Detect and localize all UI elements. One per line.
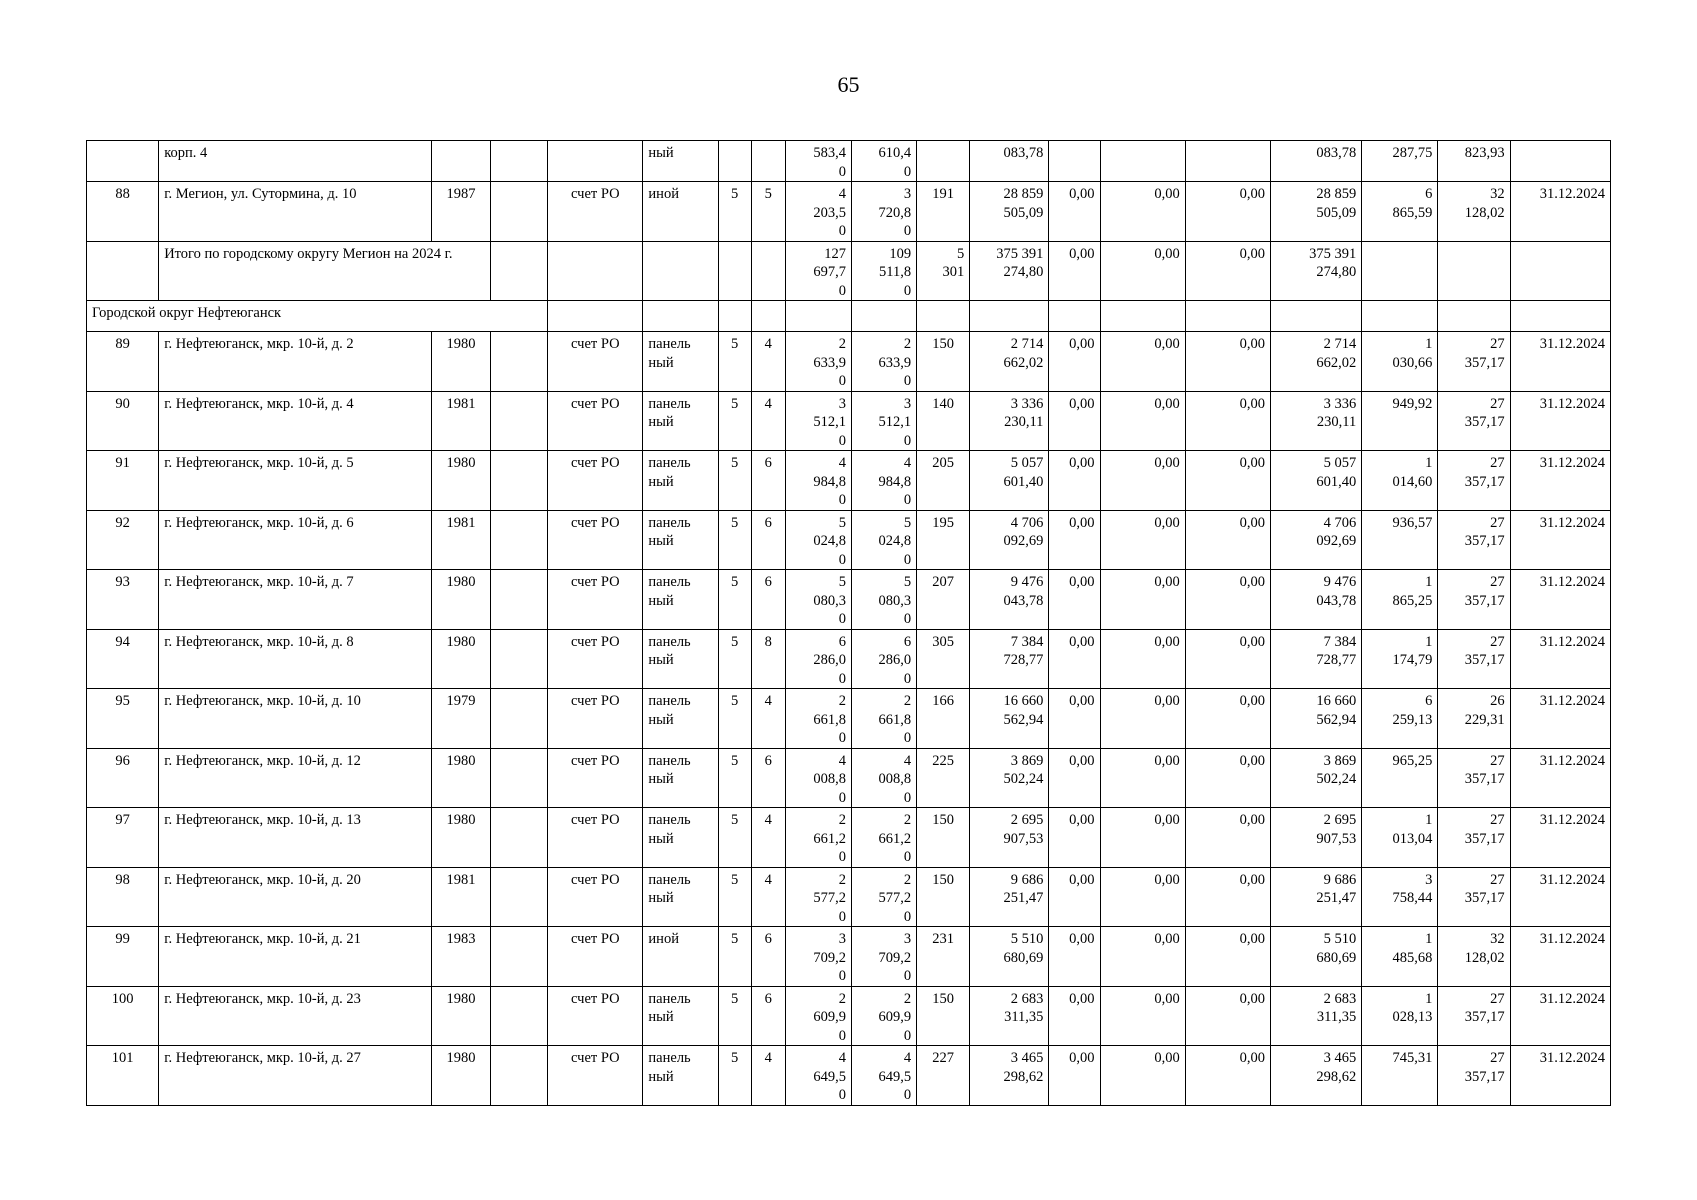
cost-fund-cell: 9 476 043,78 xyxy=(1270,570,1361,630)
area-total-cell: 3 512,1 0 xyxy=(785,391,851,451)
material-cell: панель ный xyxy=(643,629,718,689)
federal-cell: 0,00 xyxy=(1049,241,1100,301)
cost-total-cell: 16 660 562,94 xyxy=(970,689,1049,749)
table-row xyxy=(87,927,1611,987)
date-cell: 31.12.2024 xyxy=(1510,182,1610,242)
regional-cell: 0,00 xyxy=(1100,182,1185,242)
unit-cost-cell: 1 028,13 xyxy=(1362,986,1438,1046)
federal-cell: 0,00 xyxy=(1049,629,1100,689)
floors-cell: 5 xyxy=(718,332,751,392)
address-cell: г. Нефтеюганск, мкр. 10-й, д. 12 xyxy=(159,748,432,808)
area-living-cell: 3 512,1 0 xyxy=(851,391,916,451)
row-number-cell: 96 xyxy=(87,748,159,808)
federal-cell: 0,00 xyxy=(1049,570,1100,630)
municipal-cell: 0,00 xyxy=(1185,986,1270,1046)
area-living-cell: 3 720,8 0 xyxy=(851,182,916,242)
entrances-cell: 4 xyxy=(751,391,785,451)
year-cell: 1980 xyxy=(431,1046,490,1106)
material-cell: панель ный xyxy=(643,689,718,749)
date-cell: 31.12.2024 xyxy=(1510,570,1610,630)
section-title: Городской округ Нефтеюганск xyxy=(87,301,548,332)
area-living-cell: 4 008,8 0 xyxy=(851,748,916,808)
date-cell: 31.12.2024 xyxy=(1510,867,1610,927)
row-number-cell: 92 xyxy=(87,510,159,570)
regional-cell: 0,00 xyxy=(1100,1046,1185,1106)
unit-cost-cell: 1 013,04 xyxy=(1362,808,1438,868)
housing-register-table xyxy=(86,140,1611,1106)
continuation-row xyxy=(87,141,1611,182)
limit-cost-cell: 27 357,17 xyxy=(1438,629,1510,689)
floors-cell: 5 xyxy=(718,689,751,749)
federal-cell: 0,00 xyxy=(1049,182,1100,242)
area-living-cell: 4 984,8 0 xyxy=(851,451,916,511)
cost-fund-cell: 3 336 230,11 xyxy=(1270,391,1361,451)
unit-cost-cell: 1 174,79 xyxy=(1362,629,1438,689)
municipal-cell: 0,00 xyxy=(1185,927,1270,987)
floors-cell: 5 xyxy=(718,748,751,808)
date-cell: 31.12.2024 xyxy=(1510,451,1610,511)
fund-cell: счет РО xyxy=(548,867,643,927)
municipal-cell: 0,00 xyxy=(1185,629,1270,689)
cost-total-cell: 2 695 907,53 xyxy=(970,808,1049,868)
limit-cost-cell: 32 128,02 xyxy=(1438,927,1510,987)
area-total-cell: 2 661,2 0 xyxy=(785,808,851,868)
entrances-cell: 6 xyxy=(751,570,785,630)
section-row xyxy=(87,301,1611,332)
regional-cell: 0,00 xyxy=(1100,748,1185,808)
table-row xyxy=(87,391,1611,451)
row-number-cell: 100 xyxy=(87,986,159,1046)
residents-cell: 5 301 xyxy=(917,241,970,301)
residents-cell: 305 xyxy=(917,629,970,689)
year-cell: 1980 xyxy=(431,570,490,630)
limit-cost-cell: 27 357,17 xyxy=(1438,986,1510,1046)
limit-cost-cell: 27 357,17 xyxy=(1438,570,1510,630)
residents-cell: 150 xyxy=(917,986,970,1046)
year-cell: 1980 xyxy=(431,332,490,392)
fund-cell: счет РО xyxy=(548,629,643,689)
area-living-cell: 109 511,8 0 xyxy=(851,241,916,301)
cost-total-cell: 4 706 092,69 xyxy=(970,510,1049,570)
total-row xyxy=(87,241,1611,301)
federal-cell: 0,00 xyxy=(1049,1046,1100,1106)
year-cell: 1980 xyxy=(431,808,490,868)
material-cell: панель ный xyxy=(643,570,718,630)
material-cell: панель ный xyxy=(643,391,718,451)
municipal-cell: 0,00 xyxy=(1185,241,1270,301)
address-cell: корп. 4 xyxy=(159,141,432,182)
area-total-cell: 4 984,8 0 xyxy=(785,451,851,511)
cost-fund-cell: 5 510 680,69 xyxy=(1270,927,1361,987)
material-cell: панель ный xyxy=(643,332,718,392)
entrances-cell: 6 xyxy=(751,510,785,570)
unit-cost-cell: 949,92 xyxy=(1362,391,1438,451)
fund-cell: счет РО xyxy=(548,927,643,987)
cost-fund-cell: 28 859 505,09 xyxy=(1270,182,1361,242)
regional-cell: 0,00 xyxy=(1100,510,1185,570)
row-number-cell: 88 xyxy=(87,182,159,242)
residents-cell: 150 xyxy=(917,332,970,392)
area-total-cell: 3 709,2 0 xyxy=(785,927,851,987)
municipal-cell: 0,00 xyxy=(1185,570,1270,630)
cost-fund-cell: 7 384 728,77 xyxy=(1270,629,1361,689)
row-number-cell: 97 xyxy=(87,808,159,868)
address-cell: г. Нефтеюганск, мкр. 10-й, д. 2 xyxy=(159,332,432,392)
floors-cell: 5 xyxy=(718,927,751,987)
limit-cost-cell: 27 357,17 xyxy=(1438,1046,1510,1106)
address-cell: г. Нефтеюганск, мкр. 10-й, д. 6 xyxy=(159,510,432,570)
material-cell: панель ный xyxy=(643,986,718,1046)
limit-cost-cell: 27 357,17 xyxy=(1438,391,1510,451)
row-number-cell: 101 xyxy=(87,1046,159,1106)
entrances-cell: 4 xyxy=(751,808,785,868)
regional-cell: 0,00 xyxy=(1100,808,1185,868)
floors-cell: 5 xyxy=(718,808,751,868)
address-cell: г. Нефтеюганск, мкр. 10-й, д. 4 xyxy=(159,391,432,451)
year-cell: 1981 xyxy=(431,867,490,927)
year-cell: 1980 xyxy=(431,451,490,511)
table-row xyxy=(87,867,1611,927)
limit-cost-cell: 27 357,17 xyxy=(1438,332,1510,392)
regional-cell: 0,00 xyxy=(1100,629,1185,689)
fund-cell: счет РО xyxy=(548,451,643,511)
material-cell: иной xyxy=(643,927,718,987)
municipal-cell: 0,00 xyxy=(1185,808,1270,868)
federal-cell: 0,00 xyxy=(1049,391,1100,451)
residents-cell: 166 xyxy=(917,689,970,749)
table-row xyxy=(87,332,1611,392)
entrances-cell: 4 xyxy=(751,332,785,392)
total-label-cell: Итого по городскому округу Мегион на 2024 г. xyxy=(159,241,491,301)
table-row xyxy=(87,986,1611,1046)
year-cell: 1981 xyxy=(431,391,490,451)
area-living-cell: 2 661,2 0 xyxy=(851,808,916,868)
unit-cost-cell: 965,25 xyxy=(1362,748,1438,808)
table-row xyxy=(87,1046,1611,1106)
federal-cell: 0,00 xyxy=(1049,986,1100,1046)
cost-fund-cell: 2 714 662,02 xyxy=(1270,332,1361,392)
year-cell: 1981 xyxy=(431,510,490,570)
federal-cell: 0,00 xyxy=(1049,867,1100,927)
residents-cell: 150 xyxy=(917,867,970,927)
area-living-cell: 610,4 0 xyxy=(851,141,916,182)
floors-cell: 5 xyxy=(718,867,751,927)
date-cell: 31.12.2024 xyxy=(1510,808,1610,868)
area-total-cell: 127 697,7 0 xyxy=(785,241,851,301)
unit-cost-cell: 3 758,44 xyxy=(1362,867,1438,927)
cost-total-cell: 083,78 xyxy=(970,141,1049,182)
floors-cell: 5 xyxy=(718,451,751,511)
fund-cell: счет РО xyxy=(548,1046,643,1106)
address-cell: г. Нефтеюганск, мкр. 10-й, д. 23 xyxy=(159,986,432,1046)
material-cell: панель ный xyxy=(643,1046,718,1106)
cost-fund-cell: 4 706 092,69 xyxy=(1270,510,1361,570)
row-number-cell: 98 xyxy=(87,867,159,927)
row-number-cell: 91 xyxy=(87,451,159,511)
municipal-cell: 0,00 xyxy=(1185,332,1270,392)
table-row xyxy=(87,570,1611,630)
unit-cost-cell: 1 014,60 xyxy=(1362,451,1438,511)
fund-cell: счет РО xyxy=(548,689,643,749)
regional-cell: 0,00 xyxy=(1100,689,1185,749)
cost-fund-cell: 16 660 562,94 xyxy=(1270,689,1361,749)
limit-cost-cell: 27 357,17 xyxy=(1438,451,1510,511)
federal-cell: 0,00 xyxy=(1049,927,1100,987)
cost-fund-cell: 5 057 601,40 xyxy=(1270,451,1361,511)
limit-cost-cell: 32 128,02 xyxy=(1438,182,1510,242)
floors-cell: 5 xyxy=(718,629,751,689)
area-total-cell: 2 577,2 0 xyxy=(785,867,851,927)
year-cell: 1983 xyxy=(431,927,490,987)
row-number-cell: 93 xyxy=(87,570,159,630)
unit-cost-cell: 1 865,25 xyxy=(1362,570,1438,630)
cost-fund-cell: 375 391 274,80 xyxy=(1270,241,1361,301)
unit-cost-cell: 6 259,13 xyxy=(1362,689,1438,749)
area-total-cell: 4 008,8 0 xyxy=(785,748,851,808)
material-cell: панель ный xyxy=(643,808,718,868)
material-cell: панель ный xyxy=(643,510,718,570)
year-cell: 1980 xyxy=(431,986,490,1046)
unit-cost-cell: 936,57 xyxy=(1362,510,1438,570)
entrances-cell: 6 xyxy=(751,748,785,808)
address-cell: г. Мегион, ул. Сутормина, д. 10 xyxy=(159,182,432,242)
residents-cell: 227 xyxy=(917,1046,970,1106)
cost-total-cell: 28 859 505,09 xyxy=(970,182,1049,242)
material-cell: ный xyxy=(643,141,718,182)
regional-cell: 0,00 xyxy=(1100,391,1185,451)
address-cell: г. Нефтеюганск, мкр. 10-й, д. 13 xyxy=(159,808,432,868)
limit-cost-cell: 27 357,17 xyxy=(1438,510,1510,570)
row-number-cell: 99 xyxy=(87,927,159,987)
entrances-cell: 4 xyxy=(751,867,785,927)
date-cell: 31.12.2024 xyxy=(1510,927,1610,987)
area-total-cell: 6 286,0 0 xyxy=(785,629,851,689)
cost-total-cell: 9 476 043,78 xyxy=(970,570,1049,630)
date-cell: 31.12.2024 xyxy=(1510,391,1610,451)
municipal-cell: 0,00 xyxy=(1185,689,1270,749)
limit-cost-cell: 26 229,31 xyxy=(1438,689,1510,749)
entrances-cell: 6 xyxy=(751,451,785,511)
date-cell: 31.12.2024 xyxy=(1510,1046,1610,1106)
unit-cost-cell: 287,75 xyxy=(1362,141,1438,182)
area-living-cell: 2 577,2 0 xyxy=(851,867,916,927)
fund-cell: счет РО xyxy=(548,748,643,808)
federal-cell: 0,00 xyxy=(1049,808,1100,868)
limit-cost-cell: 823,93 xyxy=(1438,141,1510,182)
address-cell: г. Нефтеюганск, мкр. 10-й, д. 8 xyxy=(159,629,432,689)
cost-fund-cell: 3 465 298,62 xyxy=(1270,1046,1361,1106)
address-cell: г. Нефтеюганск, мкр. 10-й, д. 27 xyxy=(159,1046,432,1106)
cost-total-cell: 5 510 680,69 xyxy=(970,927,1049,987)
federal-cell: 0,00 xyxy=(1049,332,1100,392)
residents-cell: 207 xyxy=(917,570,970,630)
page-number: 65 xyxy=(837,72,860,97)
material-cell: панель ный xyxy=(643,748,718,808)
regional-cell: 0,00 xyxy=(1100,241,1185,301)
material-cell: панель ный xyxy=(643,451,718,511)
entrances-cell: 5 xyxy=(751,182,785,242)
fund-cell: счет РО xyxy=(548,391,643,451)
regional-cell: 0,00 xyxy=(1100,332,1185,392)
area-total-cell: 5 024,8 0 xyxy=(785,510,851,570)
year-cell: 1980 xyxy=(431,629,490,689)
municipal-cell: 0,00 xyxy=(1185,510,1270,570)
entrances-cell: 4 xyxy=(751,1046,785,1106)
cost-fund-cell: 9 686 251,47 xyxy=(1270,867,1361,927)
unit-cost-cell: 1 030,66 xyxy=(1362,332,1438,392)
limit-cost-cell: 27 357,17 xyxy=(1438,748,1510,808)
area-living-cell: 3 709,2 0 xyxy=(851,927,916,987)
residents-cell: 205 xyxy=(917,451,970,511)
fund-cell: счет РО xyxy=(548,182,643,242)
municipal-cell: 0,00 xyxy=(1185,391,1270,451)
area-living-cell: 6 286,0 0 xyxy=(851,629,916,689)
cost-fund-cell: 2 683 311,35 xyxy=(1270,986,1361,1046)
table-row xyxy=(87,748,1611,808)
table-row xyxy=(87,182,1611,242)
date-cell: 31.12.2024 xyxy=(1510,332,1610,392)
date-cell: 31.12.2024 xyxy=(1510,689,1610,749)
area-total-cell: 4 649,5 0 xyxy=(785,1046,851,1106)
area-total-cell: 4 203,5 0 xyxy=(785,182,851,242)
floors-cell: 5 xyxy=(718,391,751,451)
regional-cell: 0,00 xyxy=(1100,867,1185,927)
area-total-cell: 5 080,3 0 xyxy=(785,570,851,630)
limit-cost-cell: 27 357,17 xyxy=(1438,867,1510,927)
fund-cell: счет РО xyxy=(548,510,643,570)
address-cell: г. Нефтеюганск, мкр. 10-й, д. 21 xyxy=(159,927,432,987)
table-row xyxy=(87,451,1611,511)
area-living-cell: 2 609,9 0 xyxy=(851,986,916,1046)
municipal-cell: 0,00 xyxy=(1185,182,1270,242)
cost-fund-cell: 3 869 502,24 xyxy=(1270,748,1361,808)
date-cell: 31.12.2024 xyxy=(1510,510,1610,570)
cost-total-cell: 9 686 251,47 xyxy=(970,867,1049,927)
municipal-cell: 0,00 xyxy=(1185,867,1270,927)
residents-cell: 191 xyxy=(917,182,970,242)
cost-fund-cell: 083,78 xyxy=(1270,141,1361,182)
residents-cell: 195 xyxy=(917,510,970,570)
year-cell: 1987 xyxy=(431,182,490,242)
residents-cell: 150 xyxy=(917,808,970,868)
date-cell: 31.12.2024 xyxy=(1510,748,1610,808)
material-cell: панель ный xyxy=(643,867,718,927)
table-row xyxy=(87,629,1611,689)
date-cell: 31.12.2024 xyxy=(1510,986,1610,1046)
area-living-cell: 2 633,9 0 xyxy=(851,332,916,392)
address-cell: г. Нефтеюганск, мкр. 10-й, д. 10 xyxy=(159,689,432,749)
cost-total-cell: 5 057 601,40 xyxy=(970,451,1049,511)
federal-cell: 0,00 xyxy=(1049,689,1100,749)
cost-total-cell: 7 384 728,77 xyxy=(970,629,1049,689)
municipal-cell: 0,00 xyxy=(1185,451,1270,511)
cost-total-cell: 375 391 274,80 xyxy=(970,241,1049,301)
cost-total-cell: 2 683 311,35 xyxy=(970,986,1049,1046)
floors-cell: 5 xyxy=(718,570,751,630)
cost-fund-cell: 2 695 907,53 xyxy=(1270,808,1361,868)
entrances-cell: 8 xyxy=(751,629,785,689)
floors-cell: 5 xyxy=(718,1046,751,1106)
floors-cell: 5 xyxy=(718,986,751,1046)
regional-cell: 0,00 xyxy=(1100,927,1185,987)
regional-cell: 0,00 xyxy=(1100,451,1185,511)
residents-cell: 140 xyxy=(917,391,970,451)
entrances-cell: 6 xyxy=(751,986,785,1046)
entrances-cell: 6 xyxy=(751,927,785,987)
federal-cell: 0,00 xyxy=(1049,748,1100,808)
material-cell: иной xyxy=(643,182,718,242)
cost-total-cell: 3 869 502,24 xyxy=(970,748,1049,808)
floors-cell: 5 xyxy=(718,510,751,570)
table-row xyxy=(87,808,1611,868)
cost-total-cell: 3 336 230,11 xyxy=(970,391,1049,451)
date-cell: 31.12.2024 xyxy=(1510,629,1610,689)
municipal-cell: 0,00 xyxy=(1185,748,1270,808)
table-row xyxy=(87,510,1611,570)
area-total-cell: 2 661,8 0 xyxy=(785,689,851,749)
residents-cell: 231 xyxy=(917,927,970,987)
residents-cell: 225 xyxy=(917,748,970,808)
federal-cell: 0,00 xyxy=(1049,451,1100,511)
year-cell: 1980 xyxy=(431,748,490,808)
cost-total-cell: 2 714 662,02 xyxy=(970,332,1049,392)
area-living-cell: 2 661,8 0 xyxy=(851,689,916,749)
year-cell: 1979 xyxy=(431,689,490,749)
fund-cell: счет РО xyxy=(548,332,643,392)
area-total-cell: 2 609,9 0 xyxy=(785,986,851,1046)
address-cell: г. Нефтеюганск, мкр. 10-й, д. 5 xyxy=(159,451,432,511)
federal-cell: 0,00 xyxy=(1049,510,1100,570)
area-total-cell: 583,4 0 xyxy=(785,141,851,182)
municipal-cell: 0,00 xyxy=(1185,1046,1270,1106)
address-cell: г. Нефтеюганск, мкр. 10-й, д. 20 xyxy=(159,867,432,927)
floors-cell: 5 xyxy=(718,182,751,242)
regional-cell: 0,00 xyxy=(1100,986,1185,1046)
entrances-cell: 4 xyxy=(751,689,785,749)
cost-total-cell: 3 465 298,62 xyxy=(970,1046,1049,1106)
row-number-cell: 89 xyxy=(87,332,159,392)
unit-cost-cell: 6 865,59 xyxy=(1362,182,1438,242)
fund-cell: счет РО xyxy=(548,986,643,1046)
area-living-cell: 5 080,3 0 xyxy=(851,570,916,630)
fund-cell: счет РО xyxy=(548,570,643,630)
address-cell: г. Нефтеюганск, мкр. 10-й, д. 7 xyxy=(159,570,432,630)
regional-cell: 0,00 xyxy=(1100,570,1185,630)
area-living-cell: 5 024,8 0 xyxy=(851,510,916,570)
area-living-cell: 4 649,5 0 xyxy=(851,1046,916,1106)
unit-cost-cell: 745,31 xyxy=(1362,1046,1438,1106)
row-number-cell: 90 xyxy=(87,391,159,451)
row-number-cell: 94 xyxy=(87,629,159,689)
row-number-cell: 95 xyxy=(87,689,159,749)
unit-cost-cell: 1 485,68 xyxy=(1362,927,1438,987)
limit-cost-cell: 27 357,17 xyxy=(1438,808,1510,868)
table-row xyxy=(87,689,1611,749)
fund-cell: счет РО xyxy=(548,808,643,868)
area-total-cell: 2 633,9 0 xyxy=(785,332,851,392)
